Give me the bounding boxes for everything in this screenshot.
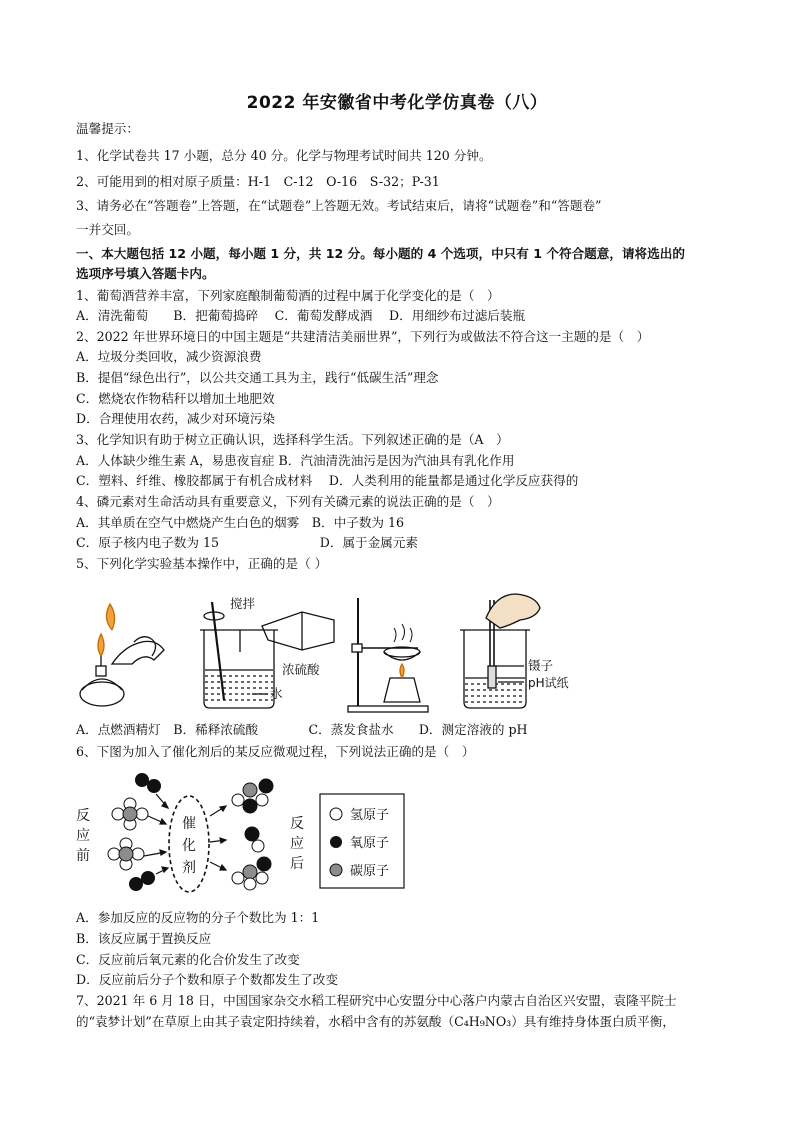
q2-option-b: B．提倡“绿色出行”，以公共交通工具为主，践行“低碳生活”理念 [76,370,439,385]
q6-stem: 6、下图为加入了催化剂后的某反应微观过程，下列说法正确的是（ ） [76,744,475,759]
q2-option-c: C．燃烧农作物秸秆以增加土地肥效 [76,391,275,406]
q6-option-c: C．反应前后氧元素的化合价发生了改变 [76,952,300,967]
reactant-methane-molecule [112,798,148,830]
label-tweezers: 镊子 [528,658,554,673]
product-molecule-top [232,779,273,813]
label-concentrated-acid: 浓硫酸 [282,662,320,677]
ph-test-illustration [460,594,540,708]
label-ph-paper: pH试纸 [528,676,569,690]
product-water-molecule [245,827,264,852]
q4-options-ab: A．其单质在空气中燃烧产生白色的烟雾 B．中子数为 16 [76,515,405,530]
q5-options: A．点燃酒精灯 B．稀释浓硫酸 C．蒸发食盐水 D．测定溶液的 pH [76,722,528,737]
q3-stem: 3、化学知识有助于树立正确认识，选择科学生活。下列叙述正确的是（A ） [76,432,509,447]
section-1-heading: 一、本大题包括 12 小题，每小题 1 分，共 12 分。每小题的 4 个选项，中只有 1 个符合题意，请将选出的 [76,246,685,261]
hydrogen-legend-icon [330,808,342,820]
q6-option-b: B．该反应属于置换反应 [76,931,212,946]
before-label-2: 应 [76,828,90,844]
after-label-1: 反 [290,816,304,832]
product-arrows [210,806,226,870]
q4-stem: 4、磷元素对生命活动具有重要意义，下列有关磷元素的说法正确的是（ ） [76,494,500,509]
q6-option-d: D．反应前后分子个数和原子个数都发生了改变 [76,972,338,987]
q4-options-cd: C．原子核内电子数为 15 D．属于金属元素 [76,535,419,550]
evaporation-illustration [348,598,428,712]
q3-options-cd: C．塑料、纤维、橡胶都属于有机合成材料 D．人类利用的能量都是通过化学反应获得的 [76,473,579,488]
q1-stem: 1、葡萄酒营养丰富，下列家庭酿制葡萄酒的过程中属于化学变化的是（ ） [76,288,500,303]
legend-carbon: 碳原子 [350,864,390,879]
legend-hydrogen: 氢原子 [350,808,390,823]
alcohol-lamp-illustration [80,604,164,706]
catalyst-label-1: 催 [182,816,196,832]
oxygen-legend-icon [330,836,342,848]
q6-option-a: A．参加反应的反应物的分子个数比为 1：1 [76,910,320,925]
after-label-3: 后 [290,856,304,872]
catalyst-label-3: 剂 [182,860,196,876]
carbon-legend-icon [330,864,342,876]
q3-options-ab: A．人体缺少维生素 A，易患夜盲症 B．汽油清洗油污是因为汽油具有乳化作用 [76,453,515,468]
tip-2: 2、可能用到的相对原子质量：H-1 C-12 O-16 S-32；P-31 [76,174,440,189]
reactant-arrows [144,794,168,874]
after-label-2: 应 [290,836,304,852]
legend-oxygen: 氧原子 [350,836,390,851]
reactant-methane-molecule-2 [108,838,144,870]
tips-heading: 温馨提示： [76,121,139,136]
catalyst-label-2: 化 [182,838,196,854]
reactant-oxygen-molecule-2 [129,871,155,891]
q5-apparatus-figure [72,590,612,715]
product-molecule-bottom [232,857,271,890]
q7-line-1: 7、2021 年 6 月 18 日，中国国家杂交水稻工程研究中心安盟分中心落户内蒙古自治区兴安盟，袁隆平院士 [76,993,677,1008]
q5-stem: 5、下列化学实验基本操作中，正确的是（ ） [76,556,328,571]
page-title: 2022 年安徽省中考化学仿真卷（八） [246,93,548,113]
label-stir: 搅拌 [230,596,256,611]
q2-option-d: D．合理使用农药，减少对环境污染 [76,411,276,426]
before-label-1: 反 [76,808,90,824]
label-water: 水 [270,686,283,701]
q6-reaction-diagram [72,764,422,900]
section-1-heading-cont: 选项序号填入答题卡内。 [76,266,215,281]
q7-line-2: 的“袁梦计划”在草原上由其子袁定阳持续着，水稻中含有的苏氨酸（C₄H₉NO₃）具有维持身体蛋白质平衡， [76,1014,675,1029]
tip-3-cont: 一并交回。 [76,222,139,237]
tip-3: 3、请务必在“答题卷”上答题，在“试题卷”上答题无效。考试结束后，请将“试题卷”和“答题卷” [76,198,602,213]
q1-options: A．清洗葡萄 B．把葡萄捣碎 C．葡萄发酵成酒 D．用细纱布过滤后装瓶 [76,308,526,323]
tip-1: 1、化学试卷共 17 小题，总分 40 分。化学与物理考试时间共 120 分钟。 [76,148,492,163]
reactant-oxygen-molecule [135,773,161,793]
q2-stem: 2、2022 年世界环境日的中国主题是“共建清洁美丽世界”，下列行为或做法不符合这一主题的是（ ） [76,329,650,344]
before-label-3: 前 [76,848,90,864]
dilute-acid-illustration [200,602,334,708]
q2-option-a: A．垃圾分类回收，减少资源浪费 [76,349,262,364]
